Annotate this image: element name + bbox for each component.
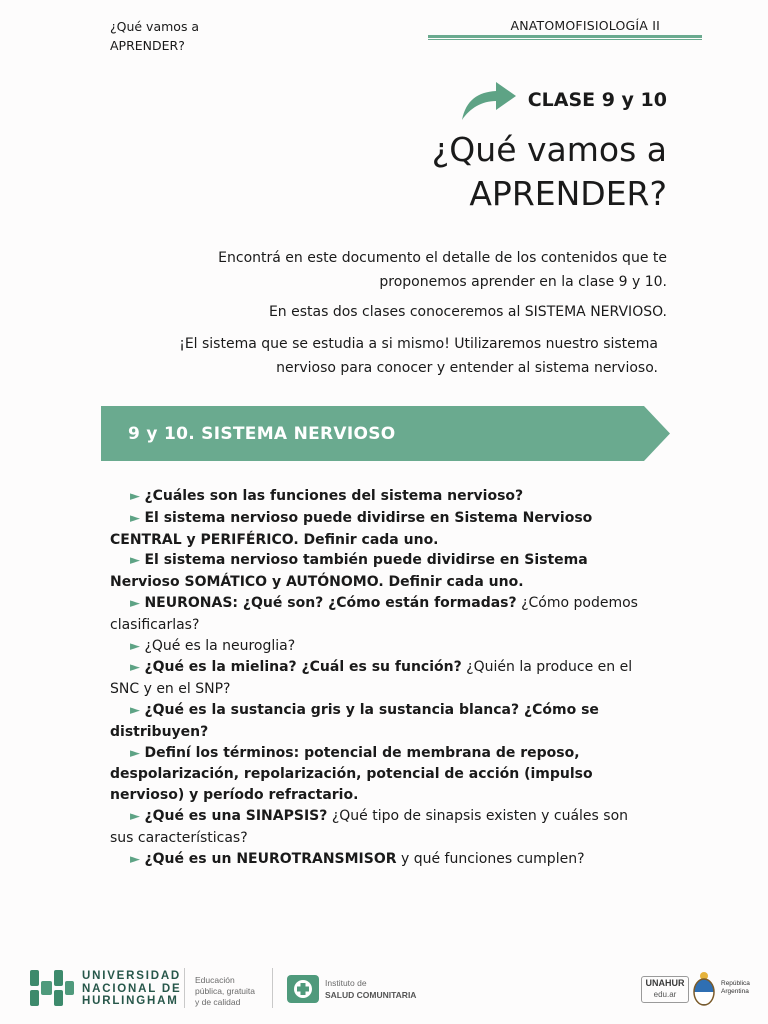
unahur-wordmark-line3: HURLINGHAM	[82, 995, 179, 1007]
question-normal: ¿Quién la produce en el SNC y en el SNP?	[110, 659, 633, 698]
questions-list	[110, 486, 655, 870]
unahur-wordmark	[82, 970, 181, 1008]
list-item	[110, 743, 655, 806]
unahur-wordmark-line1: UNIVERSIDAD	[82, 970, 182, 982]
list-item	[110, 508, 655, 551]
bullet-triangle-icon: ►	[130, 808, 140, 824]
question-normal: y qué funciones cumplen?	[396, 850, 585, 867]
list-item	[110, 806, 655, 849]
question-normal: ¿Qué es la neuroglia?	[144, 637, 296, 654]
page-title	[300, 128, 667, 216]
question-bold: ¿Qué es un NEUROTRANSMISOR	[144, 850, 397, 867]
education-tagline-line1: Educación	[195, 975, 235, 985]
list-item	[110, 700, 655, 743]
page-title-line2: APRENDER?	[469, 174, 667, 213]
intro-paragraph-2: En estas dos clases conoceremos al SISTEMA NERVIOSO.	[268, 304, 667, 320]
intro-p3-line1: ¡El sistema que se estudia a si mismo! Utilizaremos nuestro sistema	[179, 336, 658, 352]
bullet-triangle-icon: ►	[130, 702, 140, 718]
unahur-badge-line1: UNAHUR	[645, 978, 685, 988]
header-title-line2: APRENDER?	[110, 38, 185, 53]
question-bold: ¿Qué es la mielina? ¿Cuál es su función?	[144, 659, 462, 676]
header-course-name: ANATOMOFISIOLOGÍA II	[510, 18, 660, 33]
salud-comunitaria-line1: Instituto de	[325, 978, 367, 988]
bullet-triangle-icon: ►	[130, 745, 140, 761]
list-item	[110, 550, 655, 593]
question-bold: ¿Qué es la sustancia gris y la sustancia blanca? ¿Cómo se distribuyen?	[110, 701, 599, 740]
unahur-badge	[641, 976, 689, 1003]
question-normal: ¿Cómo podemos clasificarlas?	[110, 594, 638, 633]
salud-comunitaria-line2: SALUD COMUNITARIA	[325, 990, 417, 1000]
salud-comunitaria-icon	[287, 975, 319, 1003]
header-rule-thin	[428, 39, 702, 40]
unahur-logo-icon	[30, 970, 74, 1006]
education-tagline-line3: y de calidad	[195, 997, 241, 1007]
section-banner-title: 9 y 10. SISTEMA NERVIOSO	[128, 424, 396, 444]
list-item	[110, 636, 655, 658]
list-item	[110, 849, 655, 871]
header-section-title	[110, 17, 270, 55]
unahur-wordmark-line2: NACIONAL DE	[82, 982, 182, 995]
escudo-argentina-icon	[692, 970, 716, 1008]
republica-line1: República	[721, 980, 750, 987]
bullet-triangle-icon: ►	[130, 595, 140, 611]
class-label: CLASE 9 y 10	[527, 89, 667, 111]
header-rule	[428, 35, 702, 38]
question-bold: ¿Qué es una SINAPSIS?	[144, 807, 328, 824]
list-item	[110, 593, 655, 636]
bullet-triangle-icon: ►	[130, 638, 140, 654]
bullet-triangle-icon: ►	[130, 553, 140, 569]
intro-paragraph-1	[167, 246, 667, 294]
question-bold: NEURONAS: ¿Qué son? ¿Cómo están formadas?	[144, 594, 517, 611]
footer-divider	[272, 968, 273, 1008]
bullet-triangle-icon: ►	[130, 660, 140, 676]
bullet-triangle-icon: ►	[130, 510, 140, 526]
republica-argentina-wordmark	[721, 980, 750, 996]
republica-line2: Argentina	[721, 988, 749, 995]
education-tagline-line2: pública, gratuita	[195, 986, 256, 996]
salud-comunitaria-wordmark	[325, 977, 416, 1001]
footer	[0, 958, 768, 1018]
list-item	[110, 657, 655, 700]
intro-p1-line1: Encontrá en este documento el detalle de los contenidos que te	[218, 250, 667, 266]
header-title-line1: ¿Qué vamos a	[110, 19, 200, 34]
question-bold: El sistema nervioso también puede dividirse en Sistema Nervioso SOMÁTICO y AUTÓNOMO. Definir cada uno.	[110, 552, 588, 591]
education-tagline	[195, 975, 255, 1008]
question-bold: Definí los términos: potencial de membrana de reposo, despolarización, repolarización, potencial de acción (impulso nervioso) y período refractario.	[110, 744, 593, 804]
question-normal: ¿Qué tipo de sinapsis existen y cuáles son sus características?	[110, 807, 629, 846]
list-item	[110, 486, 655, 508]
unahur-badge-line2: edu.ar	[653, 990, 677, 999]
question-bold: ¿Cuáles son las funciones del sistema nervioso?	[144, 488, 524, 504]
bullet-triangle-icon: ►	[130, 489, 140, 504]
page-title-line1: ¿Qué vamos a	[431, 130, 667, 169]
footer-divider	[184, 968, 185, 1008]
intro-p1-line2: proponemos aprender en la clase 9 y 10.	[379, 274, 667, 290]
question-bold: El sistema nervioso puede dividirse en Sistema Nervioso CENTRAL y PERIFÉRICO. Definir cada uno.	[110, 509, 593, 548]
intro-p3-line2: nervioso para conocer y entender al sistema nervioso.	[276, 360, 658, 376]
bullet-triangle-icon: ►	[130, 851, 140, 867]
intro-paragraph-3	[158, 332, 658, 380]
